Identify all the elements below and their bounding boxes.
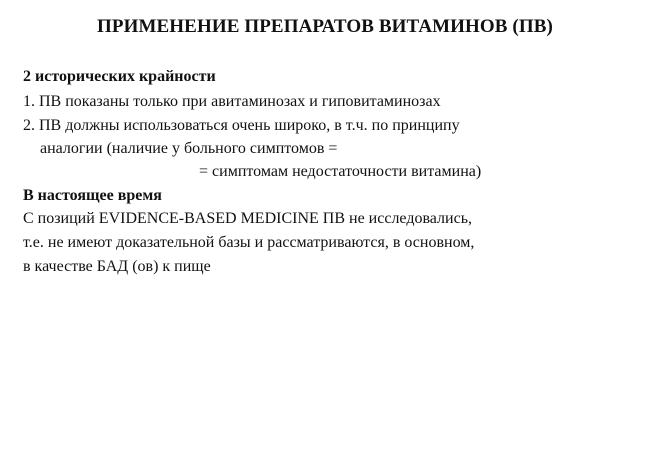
list-item-1: 1. ПВ показаны только при авитаминозах и гиповитаминозах	[23, 93, 441, 110]
list-item-2-line-3: = симптомам недостаточности витамина)	[199, 163, 482, 180]
current-text-line-3: в качестве БАД (ов) к пище	[23, 258, 211, 275]
list-item-2-line-2: аналогии (наличие у больного симптомов =	[40, 140, 338, 157]
section-heading-historical-extremes: 2 исторических крайности	[23, 68, 216, 85]
slide-title: ПРИМЕНЕНИЕ ПРЕПАРАТОВ ВИТАМИНОВ (ПВ)	[97, 16, 553, 37]
section-heading-current-time: В настоящее время	[23, 187, 162, 204]
current-text-line-2: т.е. не имеют доказательной базы и рассматриваются, в основном,	[23, 234, 475, 251]
current-text-line-1: С позиций EVIDENCE-BASED MEDICINE ПВ не исследовались,	[23, 210, 472, 227]
list-item-2-line-1: 2. ПВ должны использоваться очень широко, в т.ч. по принципу	[23, 117, 460, 134]
